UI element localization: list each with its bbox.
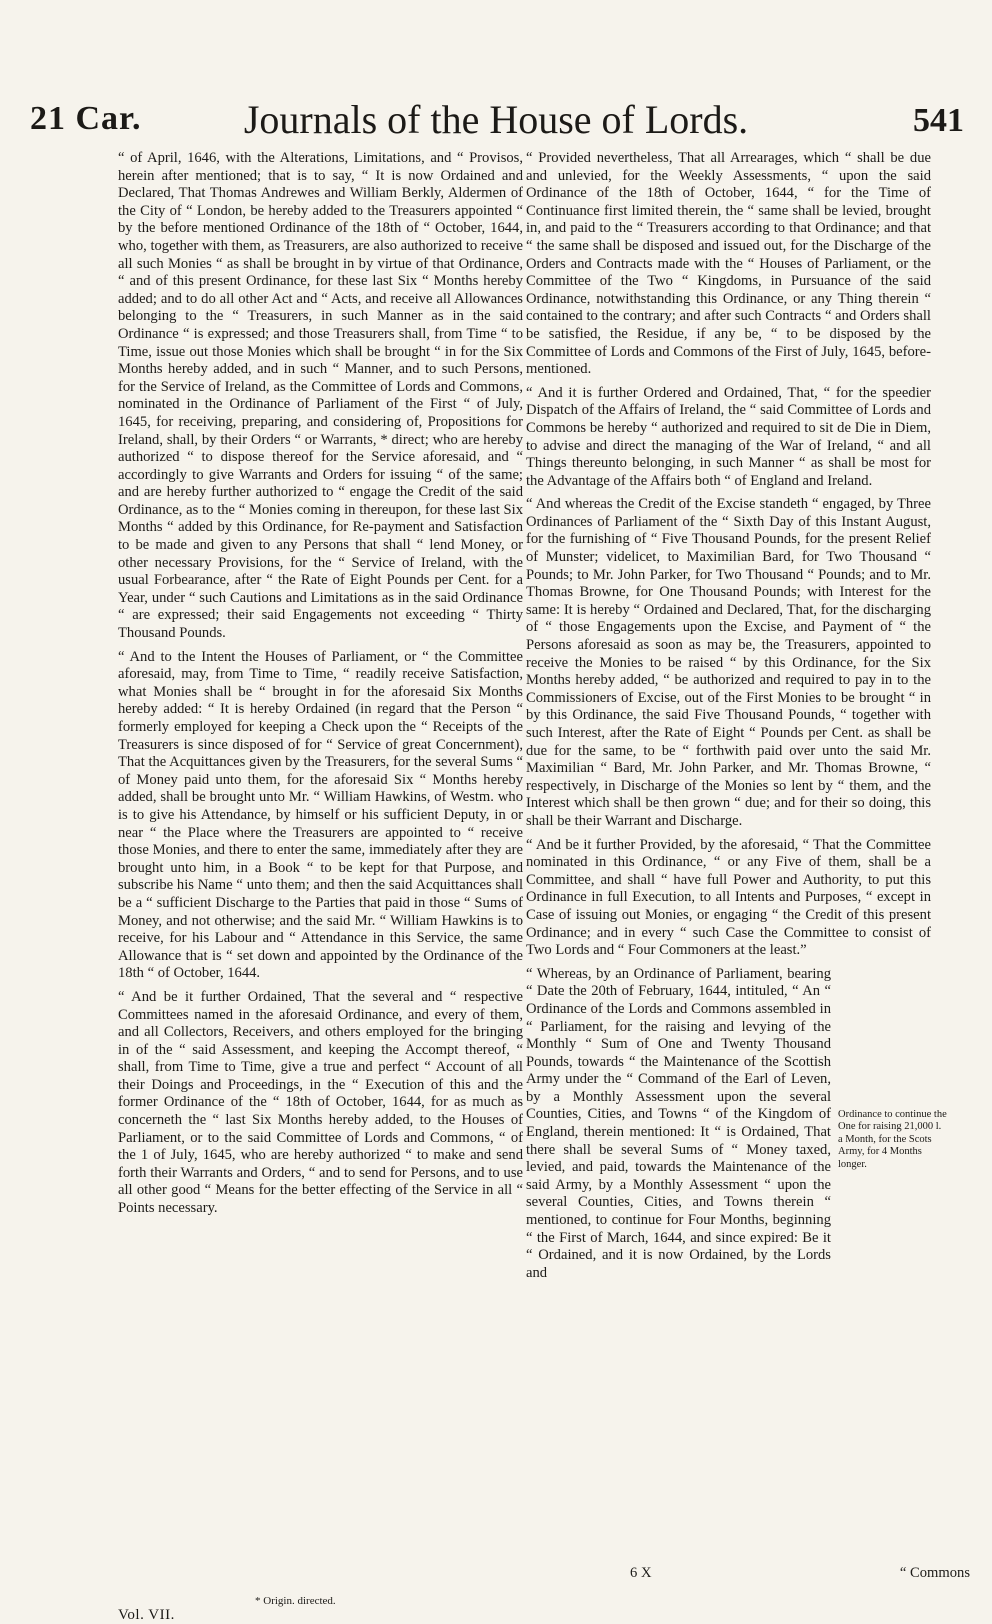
paragraph: “ And be it further Ordained, That the several and “ respective Committees named in the aforesaid Ordinance, and every of them, and all Collectors, Receivers, and others employed for the bringing in of the “ said Assessment, and keeping the Accompt thereof, “ shall, from Time to Time, give a true and perfect “ Account of all their Doings and Proceedings, in the “ Execution of this and the former Ordinance of the “ 18th of October, 1644, for as much as concerneth the “ last Six Months hereby added, to the Houses of Parliament, or to the said Committee of Lords and Commons, “ of the 1 of July, 1645, who are hereby authorized “ to make and send forth their Warrants and Orders, “ and to send for Persons, and to use all other good “ Means for the better effecting of the Service in all “ Points necessary. [118,988,523,1217]
paragraph: “ Provided nevertheless, That all Arrearages, which “ shall be due and unlevied, for the Weekly Assessments, “ upon the said Ordinance of the 18th of October, 1644, “ for the Time of Continuance first limited therein, the “ same shall be levied, brought in, and paid to the “ Treasurers according to that Ordinance; and that “ the same shall be disposed and issued out, for the Discharge of the Orders and Contracts made with the “ Houses of Parliament, or the Committee of the Two “ Kingdoms, in Pursuance of the said Ordinance, notwithstanding this Ordinance, or any Thing therein “ contained to the contrary; and after such Contracts “ and Orders shall be satisfied, the Residue, if any be, “ to be disposed by the Committee of Lords and Commons of the First of July, 1645, before-mentioned. [526,150,931,378]
paragraph: “ And whereas the Credit of the Excise standeth “ engaged, by Three Ordinances of Parliament of the “ Sixth Day of this Instant August, for the furnishing of “ Five Thousand Pounds, for the present Relief of Munster; videlicet, to Maximilian Bard, for Two Thousand “ Pounds; to Mr. John Parker, for Two Thousand “ Pounds; and to Mr. Thomas Browne, for One Thousand Pounds; with Interest for the same: It is hereby “ Ordained and Declared, That, for the discharging of “ those Engagements upon the Excise, and Payment of “ the Persons aforesaid as soon as may be, the Treasurers, appointed to receive the Monies to be raised “ by this Ordinance, for the Six Months hereby added, “ be authorized and required to pay in to the Commissioners of Excise, out of the First Monies to be brought “ in by this Ordinance, the said Five Thousand Pounds, “ together with such Interest, after the Rate of Eight “ Pounds per Cent. as shall be due for the same, to be “ forthwith paid over unto the said Mr. Maximilian “ Bard, Mr. John Parker, and Mr. Thomas Browne, “ respectively, in Discharge of the Monies so lent by “ them, and the Interest which shall be then grown “ due; and for their so doing, this shall be their Warrant and Discharge. [526,496,931,829]
regnal-year: 21 Car. [30,100,142,137]
page-number: 541 [913,102,964,139]
left-column [118,150,523,1224]
paragraph: “ of April, 1646, with the Alterations, Limitations, and “ Provisos, herein after mentioned; that is to say, “ It is now Ordained and Declared, That Thomas Andrewes and William Berkly, Aldermen of the City of “ London, be hereby added to the Treasurers appointed “ by the before mentioned Ordinance of the 18th of “ October, 1644, who, together with them, as Treasurers, are also authorized to receive all such Monies “ as shall be brought in by virtue of that Ordinance, “ and of this present Ordinance, for these last Six “ Months hereby added; and to do all other Act and “ Acts, and receive all Allowances belonging to the “ Treasurers, in such Manner as in the said Ordinance “ is expressed; and those Treasurers shall, from Time “ to Time, issue out those Monies which shall be brought “ in for the Six Months hereby added, and in such “ Manner, and to such Persons, for the Service of Ireland, as the Committee of Lords and Commons, nominated in the Ordinance of Parliament of the First “ of July, 1645, for receiving, preparing, and considering of, Propositions for Ireland, shall, by their Orders “ or Warrants, * direct; who are hereby authorized “ to dispose thereof for the Service aforesaid, and “ accordingly to give Warrants and Orders for issuing “ of the same; and are hereby further authorized to “ engage the Credit of the said Ordinance, as to the “ Monies coming in thereupon, for these last Six Months “ added by this Ordinance, for Re-payment and Satisfaction to be made and given to any Persons that shall “ lend Money, or other necessary Provisions, for the “ Service of Ireland, with the usual Forbearance, after “ the Rate of Eight Pounds per Cent. for a Year, under “ such Cautions and Limitations as in the said Ordinance “ are expressed; their said Engagements not exceeding “ Thirty Thousand Pounds. [118,150,523,642]
signature-line [630,1565,970,1583]
footnote: * Origin. directed. [255,1595,336,1607]
page-header [0,97,992,150]
margin-note: Ordinance to continue the One for raising 21,000 l. a Month, for the Scots Army, for 4 Months longer. [838,1109,947,1170]
signature-mark: 6 X [630,1565,652,1581]
paragraph: “ And to the Intent the Houses of Parliament, or “ the Committee aforesaid, may, from Time to Time, “ readily receive Satisfaction, what Monies shall be “ brought in for the aforesaid Six Months hereby added: “ It is hereby Ordained (in regard that the Person “ formerly employed for keeping a Check upon the “ Receipts of the Treasurers is since disposed of for “ Service of great Concernment), That the Acquittances given by the Treasurers, for the several Sums “ of Money paid unto them, for the aforesaid Six “ Months hereby added, shall be brought unto Mr. “ William Hawkins, of Westm. who is to give his Attendance, by himself or his sufficient Deputy, in or near “ the Place where the Treasurers are appointed to “ receive those Monies, and there to enter the same, immediately after they are brought unto him, in a Book “ to be kept for that Purpose, and subscribe his Name “ unto them; and then the said Acquittances shall be a “ sufficient Discharge to the Parties that paid in those “ Sums of Money, and not otherwise; and the said Mr. “ William Hawkins is to receive, for his Labour and “ Attendance in this Service, the same Allowance that is “ set down and appointed by the Ordinance of the 18th “ of October, 1644. [118,648,523,982]
journal-title: Journals of the House of Lords. [243,97,749,142]
volume-label: Vol. VII. [118,1607,175,1623]
paragraph: “ Whereas, by an Ordinance of Parliament, bearing “ Date the 20th of February, 1644, intituled, “ An “ Ordinance of the Lords and Commons assembled in “ Parliament, for the raising and levying of the Monthly “ Sum of One and Twenty Thousand Pounds, towards “ the Maintenance of the Scottish Army under the “ Command of the Earl of Leven, by a Monthly Assessment upon the several Counties, Cities, and Towns “ of the Kingdom of England, therein mentioned: It “ is Ordained, That there shall be several Sums of “ Money taxed, levied, and paid, towards the Maintenance of the said Army, by a Monthly Assessment “ upon the several Counties, Cities, and Towns therein “ mentioned, to continue for Four Months, beginning “ the First of March, 1644, and since expired: Be it “ Ordained, and it is now Ordained, by the Lords and [526,965,831,1281]
catchword: “ Commons [899,1565,970,1581]
paragraph: “ And be it further Provided, by the aforesaid, “ That the Committee nominated in this Ordinance, “ or any Five of them, shall be a Committee, and shall “ have full Power and Authority, to put this Ordinance in full Execution, to all Intents and Purposes, “ except in Case of issuing out Monies, or engaging “ the Credit of this present Ordinance; and in every “ such Case the Committee to consist of Two Lords and “ Four Commoners at the least.” [526,836,931,959]
paragraph: “ And it is further Ordered and Ordained, That, “ for the speedier Dispatch of the Affairs of Ireland, the “ said Committee of Lords and Commons be hereby “ authorized and required to sit de Die in Diem, to advise and direct the managing of the War of Ireland, “ and all Things thereunto belonging, in such Manner “ as shall be most for the Advantage of the Affairs both “ of England and Ireland. [526,384,931,489]
